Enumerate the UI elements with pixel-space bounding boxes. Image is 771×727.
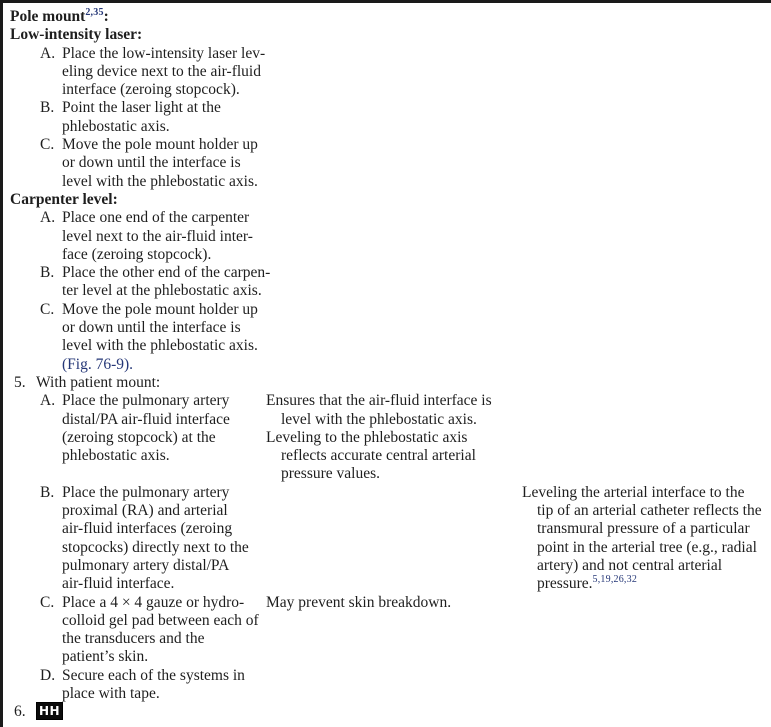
text-segment: Carpenter level: bbox=[10, 190, 118, 208]
text-segment: Leveling the arterial interface to the bbox=[522, 483, 745, 501]
text-segment: level with the phlebostatic axis. bbox=[62, 337, 258, 355]
text-segment: reflects accurate central arterial bbox=[281, 447, 476, 465]
text-line bbox=[10, 703, 266, 721]
steps-cell bbox=[10, 703, 266, 721]
text-line bbox=[10, 594, 266, 612]
text-segment: Secure each of the systems in bbox=[62, 666, 245, 684]
text-segment: May prevent skin breakdown. bbox=[266, 593, 452, 611]
text-segment: pulmonary artery distal/PA bbox=[62, 556, 230, 574]
text-line bbox=[10, 154, 266, 172]
text-line bbox=[10, 557, 266, 575]
text-line bbox=[10, 447, 266, 465]
text-segment: Place a 4 × 4 gauze or hydro- bbox=[62, 593, 245, 611]
text-segment: level with the phlebostatic axis. bbox=[62, 172, 258, 190]
list-marker: A. bbox=[40, 44, 56, 62]
text-line bbox=[10, 209, 266, 227]
text-line bbox=[10, 264, 271, 282]
figure-link[interactable]: (Fig. 76-9). bbox=[62, 355, 134, 373]
text-line bbox=[522, 557, 771, 575]
text-segment: (zeroing stopcock) at the bbox=[62, 428, 216, 446]
text-line bbox=[10, 411, 266, 429]
text-line bbox=[522, 484, 771, 502]
text-segment: colloid gel pad between each of bbox=[62, 611, 259, 629]
text-line bbox=[10, 319, 266, 337]
text-line bbox=[10, 301, 266, 319]
list-marker: C. bbox=[40, 136, 55, 154]
text-segment: Leveling to the phlebostatic axis bbox=[266, 428, 468, 446]
table-row bbox=[10, 594, 771, 667]
text-line bbox=[10, 228, 266, 246]
text-line bbox=[266, 411, 522, 429]
text-segment: phlebostatic axis. bbox=[62, 117, 170, 135]
text-line bbox=[10, 502, 266, 520]
text-segment: the transducers and the bbox=[62, 630, 205, 648]
text-segment: air-fluid interface. bbox=[62, 575, 175, 593]
text-line bbox=[522, 539, 771, 557]
list-marker: A. bbox=[40, 209, 56, 227]
text-segment: or down until the interface is bbox=[62, 154, 241, 172]
text-line bbox=[266, 447, 522, 465]
text-line bbox=[10, 520, 266, 538]
text-segment: Place the other end of the carpen- bbox=[62, 264, 271, 282]
text-segment: distal/PA air-fluid interface bbox=[62, 410, 230, 428]
steps-cell bbox=[10, 374, 266, 392]
text-line bbox=[266, 392, 522, 410]
text-segment: artery) and not central arterial bbox=[537, 556, 723, 574]
text-segment: Place the low-intensity laser lev- bbox=[62, 44, 266, 62]
steps-cell bbox=[10, 6, 271, 374]
text-segment: place with tape. bbox=[62, 684, 160, 702]
text-segment: Ensures that the air-fluid interface is bbox=[266, 392, 492, 410]
text-line bbox=[522, 520, 771, 538]
text-line bbox=[266, 594, 522, 612]
text-segment: Low-intensity laser: bbox=[10, 26, 143, 44]
text-segment: level with the phlebostatic axis. bbox=[281, 410, 477, 428]
table-row bbox=[10, 484, 771, 594]
text-line bbox=[10, 99, 266, 117]
table-row bbox=[10, 392, 771, 483]
text-line bbox=[10, 539, 266, 557]
text-segment: transmural pressure of a particular bbox=[537, 520, 750, 538]
table-row bbox=[10, 667, 771, 704]
text-line bbox=[10, 630, 266, 648]
text-line bbox=[522, 502, 771, 520]
text-line bbox=[10, 374, 266, 392]
text-line bbox=[10, 429, 266, 447]
text-segment: Move the pole mount holder up bbox=[62, 136, 258, 154]
text-line bbox=[10, 337, 266, 355]
text-segment: patient’s skin. bbox=[62, 648, 149, 666]
list-marker: A. bbox=[40, 392, 56, 410]
text-line bbox=[10, 246, 266, 264]
text-segment: pressure values. bbox=[281, 465, 380, 483]
text-line bbox=[10, 191, 266, 209]
text-line bbox=[10, 26, 266, 44]
citation-superscript-link[interactable]: 2,35 bbox=[85, 6, 104, 18]
list-marker: 6. bbox=[14, 703, 26, 721]
text-line bbox=[10, 282, 266, 300]
citation-superscript-link[interactable]: 5,19,26,32 bbox=[592, 574, 638, 586]
text-line bbox=[266, 465, 522, 483]
text-segment: tip of an arterial catheter reflects the bbox=[537, 502, 762, 520]
text-segment: eling device next to the air-fluid bbox=[62, 62, 261, 80]
text-segment: With patient mount: bbox=[36, 373, 161, 391]
table-row bbox=[10, 703, 771, 721]
list-marker: D. bbox=[40, 666, 56, 684]
text-line bbox=[522, 575, 771, 593]
text-segment: Pole mount bbox=[10, 8, 86, 25]
steps-cell bbox=[10, 484, 266, 594]
text-line bbox=[10, 45, 266, 63]
list-marker: 5. bbox=[14, 373, 26, 391]
text-line bbox=[10, 136, 266, 154]
table-row bbox=[10, 374, 771, 392]
text-line bbox=[10, 118, 266, 136]
list-marker: B. bbox=[40, 264, 55, 282]
text-line bbox=[10, 484, 266, 502]
special-considerations-cell bbox=[522, 484, 771, 594]
list-marker: B. bbox=[40, 483, 55, 501]
text-line bbox=[10, 575, 266, 593]
text-segment: interface (zeroing stopcock). bbox=[62, 81, 240, 99]
list-marker: B. bbox=[40, 99, 55, 117]
rationale-cell bbox=[266, 392, 522, 483]
rationale-cell bbox=[266, 594, 522, 612]
text-segment: or down until the interface is bbox=[62, 319, 241, 337]
text-line bbox=[10, 392, 266, 410]
procedure-table bbox=[10, 8, 771, 722]
text-segment: proximal (RA) and arterial bbox=[62, 502, 228, 520]
text-segment: Place the pulmonary artery bbox=[62, 392, 230, 410]
text-line bbox=[10, 612, 266, 630]
text-line bbox=[10, 81, 266, 99]
text-segment: level next to the air-fluid inter- bbox=[62, 227, 253, 245]
text-segment: stopcocks) directly next to the bbox=[62, 538, 249, 556]
text-segment: Place the pulmonary artery bbox=[62, 483, 230, 501]
text-line bbox=[10, 173, 266, 191]
text-segment: air-fluid interfaces (zeroing bbox=[62, 520, 233, 538]
text-segment: pressure. bbox=[537, 575, 593, 593]
text-line bbox=[266, 429, 522, 447]
text-segment: Point the laser light at the bbox=[62, 99, 221, 117]
text-segment: : bbox=[103, 8, 109, 25]
text-line bbox=[10, 8, 266, 26]
steps-cell bbox=[10, 667, 266, 704]
text-line bbox=[10, 63, 266, 81]
list-marker: C. bbox=[40, 593, 55, 611]
text-line bbox=[10, 648, 266, 666]
text-line bbox=[10, 667, 266, 685]
missing-glyph-box: HH bbox=[36, 702, 63, 720]
steps-cell bbox=[10, 392, 266, 465]
text-line bbox=[10, 356, 266, 374]
text-segment: Move the pole mount holder up bbox=[62, 300, 258, 318]
text-segment: Place one end of the carpenter bbox=[62, 209, 250, 227]
list-marker: C. bbox=[40, 300, 55, 318]
text-segment: face (zeroing stopcock). bbox=[62, 245, 212, 263]
text-segment: point in the arterial tree (e.g., radial bbox=[537, 538, 757, 556]
table-row bbox=[10, 8, 771, 374]
text-segment: ter level at the phlebostatic axis. bbox=[62, 282, 262, 300]
text-line bbox=[10, 685, 266, 703]
text-segment: phlebostatic axis. bbox=[62, 447, 170, 465]
steps-cell bbox=[10, 594, 266, 667]
